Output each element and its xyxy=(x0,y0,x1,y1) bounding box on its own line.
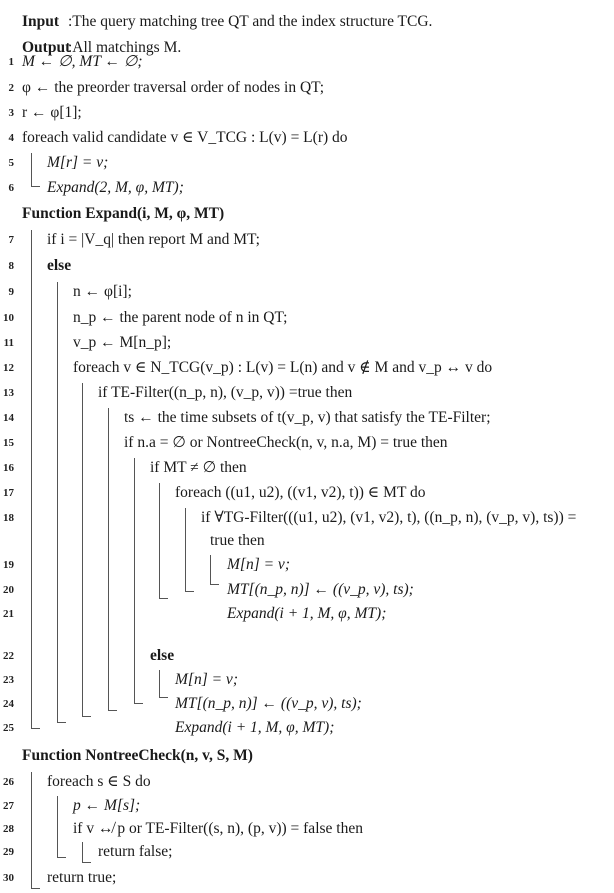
block-bar xyxy=(134,458,143,704)
output-label: Output xyxy=(22,39,71,56)
block-bar xyxy=(57,282,66,723)
block-bar xyxy=(108,408,117,711)
block-bar xyxy=(159,483,168,599)
input-text: :The query matching tree QT and the index structure TCG. xyxy=(68,13,433,30)
input-label: Input xyxy=(22,13,60,30)
block-bar xyxy=(57,796,66,858)
block-bar xyxy=(185,508,194,592)
block-bar xyxy=(31,153,40,187)
output-text: :All matchings M. xyxy=(68,39,182,56)
block-bar xyxy=(159,670,168,698)
block-bar xyxy=(82,383,91,717)
block-bar xyxy=(31,230,40,729)
block-bar xyxy=(210,555,219,585)
block-bar xyxy=(82,842,91,863)
block-bar xyxy=(31,772,40,889)
